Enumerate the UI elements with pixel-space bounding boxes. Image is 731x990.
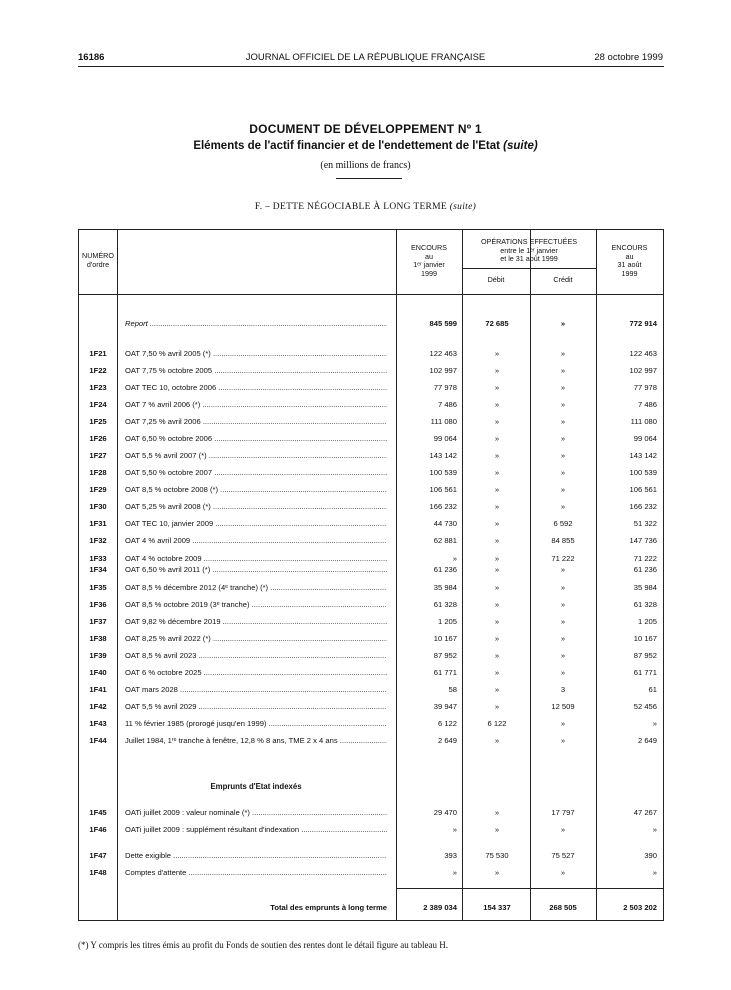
- report-credit: »: [560, 319, 566, 328]
- units-note: (en millions de francs): [320, 160, 411, 171]
- row-encours: 62 881: [433, 536, 457, 545]
- row-debit: »: [494, 685, 500, 694]
- row-debit: »: [494, 502, 500, 511]
- row-debit: »: [494, 808, 500, 817]
- subtitle-text: Eléments de l'actif financier et de l'endettement de l'Etat: [193, 140, 500, 152]
- row-encours: 143 142: [429, 451, 457, 460]
- total-encours: 2 389 034: [423, 903, 457, 912]
- row-encours: 77 978: [433, 383, 457, 392]
- row-encours-fin: 51 322: [633, 519, 657, 528]
- header-line: au: [425, 251, 433, 261]
- row-encours-fin: 61 328: [633, 600, 657, 609]
- row-encours: 7 486: [437, 400, 457, 409]
- header-numero: [79, 252, 117, 269]
- row-debit: 75 530: [485, 851, 509, 860]
- table-row: [79, 467, 665, 479]
- header-bottom-rule: [79, 294, 663, 295]
- row-debit: »: [494, 451, 500, 460]
- title-rule: [336, 178, 402, 179]
- operations-rule: [462, 268, 596, 269]
- table-row: [79, 501, 665, 513]
- row-number: 1F40: [89, 668, 107, 677]
- row-encours-fin: »: [652, 868, 657, 877]
- table-row: [79, 582, 665, 594]
- section-title: [0, 202, 731, 212]
- section-text: F. – DETTE NÉGOCIABLE À LONG TERME: [254, 202, 448, 212]
- row-encours: 102 997: [429, 366, 457, 375]
- row-label: OAT 7 % avril 2006 (*) .....: [125, 399, 387, 411]
- row-encours-fin: 100 539: [629, 468, 657, 477]
- report-row: [79, 318, 665, 330]
- row-debit: »: [494, 668, 500, 677]
- debt-table: [78, 229, 664, 921]
- row-number: 1F21: [89, 349, 107, 358]
- row-number: 1F31: [89, 519, 107, 528]
- row-encours: 35 984: [433, 583, 457, 592]
- row-number: 1F24: [89, 400, 107, 409]
- row-encours-fin: 143 142: [629, 451, 657, 460]
- row-label: OAT 5,5 % avril 2029 .....: [125, 701, 387, 713]
- row-credit: »: [560, 502, 566, 511]
- row-number: 1F46: [89, 825, 107, 834]
- total-rule: [396, 888, 663, 889]
- row-label: Comptes d'attente .....: [125, 867, 387, 879]
- row-encours: 1 205: [437, 617, 457, 626]
- row-credit: »: [560, 651, 566, 660]
- row-number: 1F22: [89, 366, 107, 375]
- total-row: [79, 902, 665, 914]
- row-encours-fin: 122 463: [629, 349, 657, 358]
- total-credit: 268 505: [549, 903, 577, 912]
- row-label: Juillet 1984, 1ʳᵉ tranche à fenêtre, 12,8 % 8 ans, TME 2 x 4 ans .....: [125, 735, 387, 747]
- row-credit: »: [560, 868, 566, 877]
- row-number: 1F44: [89, 736, 107, 745]
- row-debit: »: [494, 868, 500, 877]
- row-number: 1F25: [89, 417, 107, 426]
- row-encours: 100 539: [429, 468, 457, 477]
- row-label: OATi juillet 2009 : valeur nominale (*) .....: [125, 807, 387, 819]
- document-subtitle: [0, 140, 731, 152]
- row-label: OAT 8,25 % avril 2022 (*) .....: [125, 633, 387, 645]
- row-encours: 10 167: [433, 634, 457, 643]
- row-label: OAT 5,25 % avril 2008 (*) .....: [125, 501, 387, 513]
- row-debit: »: [494, 366, 500, 375]
- row-label: OAT 6 % octobre 2025 .....: [125, 667, 387, 679]
- row-number: 1F43: [89, 719, 107, 728]
- header-line: ENCOURS: [611, 243, 648, 252]
- row-number: 1F27: [89, 451, 107, 460]
- row-encours: 61 328: [433, 600, 457, 609]
- row-encours: 58: [448, 685, 457, 694]
- row-label: OAT 8,5 % décembre 2012 (4ᵉ tranche) (*) .....: [125, 582, 387, 594]
- row-encours: 29 470: [433, 808, 457, 817]
- row-debit: »: [494, 383, 500, 392]
- row-encours: 111 080: [430, 417, 457, 426]
- header-line: NUMÉRO: [82, 251, 114, 260]
- table-row: [79, 416, 665, 428]
- table-row: [79, 399, 665, 411]
- row-encours-fin: 52 456: [633, 702, 657, 711]
- row-encours-fin: 61 236: [633, 565, 657, 574]
- row-credit: »: [560, 736, 566, 745]
- table-row: [79, 667, 665, 679]
- row-encours: 99 064: [433, 434, 457, 443]
- row-debit: »: [494, 554, 500, 563]
- row-encours: 87 952: [433, 651, 457, 660]
- page-number: 16186: [78, 52, 105, 63]
- row-credit: »: [560, 485, 566, 494]
- row-label: OAT TEC 10, janvier 2009 .....: [125, 518, 387, 530]
- footnote: (*) Y compris les titres émis au profit du Fonds de soutien des rentes dont le détail figure au tableau H.: [78, 940, 448, 950]
- row-number: 1F28: [89, 468, 107, 477]
- row-encours-fin: 166 232: [629, 502, 657, 511]
- row-number: 1F30: [89, 502, 107, 511]
- row-credit: 71 222: [551, 554, 575, 563]
- row-encours: 106 561: [429, 485, 457, 494]
- header-line: entre le 1ᵉʳ janvier: [500, 245, 558, 255]
- row-number: 1F33: [89, 554, 107, 563]
- header-line: 1999: [621, 268, 638, 278]
- row-number: 1F42: [89, 702, 107, 711]
- row-number: 1F41: [89, 685, 107, 694]
- header-line: OPÉRATIONS EFFECTUÉES: [480, 237, 578, 246]
- row-encours-fin: 61 771: [633, 668, 657, 677]
- row-credit: »: [560, 417, 566, 426]
- table-row: [79, 518, 665, 530]
- row-credit: 75 527: [551, 851, 575, 860]
- publication-date: 28 octobre 1999: [594, 52, 663, 63]
- row-encours-fin: »: [652, 825, 657, 834]
- row-number: 1F48: [89, 868, 107, 877]
- table-row: [79, 450, 665, 462]
- journal-title: JOURNAL OFFICIEL DE LA RÉPUBLIQUE FRANÇAISE: [245, 52, 486, 63]
- row-credit: 3: [560, 685, 566, 694]
- table-row: [79, 807, 665, 819]
- row-encours-fin: 77 978: [633, 383, 657, 392]
- row-credit: »: [560, 468, 566, 477]
- table-row: [79, 348, 665, 360]
- row-encours: »: [452, 554, 457, 563]
- table-row: [79, 535, 665, 547]
- header-line: d'ordre: [86, 259, 110, 269]
- row-encours: »: [452, 868, 457, 877]
- row-credit: »: [560, 565, 566, 574]
- row-number: 1F37: [89, 617, 107, 626]
- table-row: [79, 484, 665, 496]
- row-credit: 84 855: [551, 536, 575, 545]
- table-row: [79, 633, 665, 645]
- row-debit: »: [494, 519, 500, 528]
- table-row: [79, 684, 665, 696]
- row-credit: »: [560, 719, 566, 728]
- row-debit: »: [494, 485, 500, 494]
- header-encours-fin: [596, 244, 663, 278]
- row-encours-fin: 147 736: [629, 536, 657, 545]
- header-line: 1999: [421, 268, 437, 278]
- row-number: 1F39: [89, 651, 107, 660]
- row-credit: »: [560, 349, 566, 358]
- row-debit: »: [494, 400, 500, 409]
- row-label: OAT 5,50 % octobre 2007 .....: [125, 467, 387, 479]
- row-encours: 2 649: [437, 736, 457, 745]
- header-rule: [78, 66, 664, 67]
- row-debit: »: [494, 600, 500, 609]
- row-encours: 393: [444, 851, 457, 860]
- row-debit: »: [494, 434, 500, 443]
- row-encours-fin: »: [652, 719, 657, 728]
- row-credit: »: [560, 434, 566, 443]
- row-encours: 61 236: [433, 565, 457, 574]
- row-encours: 166 232: [429, 502, 457, 511]
- table-row: [79, 433, 665, 445]
- row-label: OAT TEC 10, octobre 2006 .....: [125, 382, 387, 394]
- row-debit: »: [494, 565, 500, 574]
- row-label: OAT 5,5 % avril 2007 (*) .....: [125, 450, 387, 462]
- table-row: [79, 824, 665, 836]
- row-number: 1F23: [89, 383, 107, 392]
- row-label: OAT 8,5 % avril 2023 .....: [125, 650, 387, 662]
- table-row: [79, 564, 665, 576]
- row-credit: 12 509: [551, 702, 575, 711]
- row-encours-fin: 7 486: [637, 400, 657, 409]
- row-label: OAT 4 % octobre 2009 .....: [125, 553, 387, 565]
- table-row: [79, 382, 665, 394]
- row-credit: »: [560, 366, 566, 375]
- table-row: [79, 599, 665, 611]
- row-number: 1F47: [89, 851, 107, 860]
- row-encours-fin: 35 984: [633, 583, 657, 592]
- row-debit: »: [494, 536, 500, 545]
- row-number: 1F45: [89, 808, 107, 817]
- row-credit: »: [560, 668, 566, 677]
- row-credit: »: [560, 617, 566, 626]
- row-label: OAT 6,50 % avril 2011 (*) .....: [125, 564, 387, 576]
- row-number: 1F34: [89, 565, 107, 574]
- table-row: [79, 867, 665, 879]
- table-row: [79, 718, 665, 730]
- row-number: 1F38: [89, 634, 107, 643]
- row-credit: »: [560, 600, 566, 609]
- row-encours-fin: 102 997: [629, 366, 657, 375]
- row-encours-fin: 10 167: [633, 634, 657, 643]
- row-encours-fin: 390: [644, 851, 657, 860]
- row-label: OAT 9,82 % décembre 2019 .....: [125, 616, 387, 628]
- row-debit: »: [494, 736, 500, 745]
- header-operations: [462, 238, 596, 264]
- row-credit: 6 592: [553, 519, 573, 528]
- report-fin: 772 914: [629, 319, 657, 328]
- row-label: 11 % février 1985 (prorogé jusqu'en 1999) .....: [125, 718, 387, 730]
- row-encours: 44 730: [433, 519, 457, 528]
- indexed-section-title: Emprunts d'Etat indexés: [210, 782, 302, 791]
- row-encours-fin: 99 064: [633, 434, 657, 443]
- row-encours-fin: 1 205: [637, 617, 657, 626]
- row-debit: »: [494, 583, 500, 592]
- row-label: OAT mars 2028 .....: [125, 684, 387, 696]
- row-debit: »: [494, 634, 500, 643]
- row-encours-fin: 47 267: [633, 808, 657, 817]
- row-debit: »: [494, 349, 500, 358]
- row-label: OAT 6,50 % octobre 2006 .....: [125, 433, 387, 445]
- header-line: 1ᵉʳ janvier: [413, 260, 445, 269]
- table-row: [79, 616, 665, 628]
- row-encours-fin: 61: [648, 685, 657, 694]
- header-encours-debut: [396, 244, 462, 278]
- row-number: 1F26: [89, 434, 107, 443]
- total-label: Total des emprunts à long terme: [270, 903, 387, 912]
- header-debit: Débit: [487, 275, 505, 284]
- header-line: et le 31 août 1999: [500, 254, 558, 263]
- header-credit: Crédit: [553, 275, 573, 284]
- row-credit: »: [560, 634, 566, 643]
- row-debit: »: [494, 417, 500, 426]
- row-credit: »: [560, 583, 566, 592]
- row-number: 1F32: [89, 536, 107, 545]
- row-credit: 17 797: [551, 808, 575, 817]
- subtitle-suffix: (suite): [503, 140, 538, 152]
- row-encours: »: [452, 825, 457, 834]
- row-label: OAT 7,75 % octobre 2005 .....: [125, 365, 387, 377]
- section-suffix: (suite): [449, 202, 477, 212]
- row-label: Dette exigible .....: [125, 850, 387, 862]
- row-label: OAT 8,5 % octobre 2019 (3ᵉ tranche) .....: [125, 599, 387, 611]
- row-encours: 122 463: [429, 349, 457, 358]
- report-debit: 72 685: [485, 319, 509, 328]
- row-encours: 6 122: [437, 719, 457, 728]
- row-encours: 61 771: [433, 668, 457, 677]
- row-credit: »: [560, 825, 566, 834]
- row-number: 1F36: [89, 600, 107, 609]
- table-row: [79, 850, 665, 862]
- row-number: 1F35: [89, 583, 107, 592]
- header-line: au: [625, 251, 634, 261]
- row-encours: 39 947: [433, 702, 457, 711]
- row-label: OAT 4 % avril 2009 .....: [125, 535, 387, 547]
- table-row: [79, 650, 665, 662]
- row-debit: »: [494, 468, 500, 477]
- row-encours-fin: 2 649: [637, 736, 657, 745]
- table-row: [79, 735, 665, 747]
- row-encours-fin: 71 222: [633, 554, 657, 563]
- row-credit: »: [560, 451, 566, 460]
- row-credit: »: [560, 400, 566, 409]
- row-label: OAT 8,5 % octobre 2008 (*) .....: [125, 484, 387, 496]
- table-row: [79, 701, 665, 713]
- row-debit: »: [494, 651, 500, 660]
- row-credit: »: [560, 383, 566, 392]
- row-label: OAT 7,25 % avril 2006 .....: [125, 416, 387, 428]
- row-encours-fin: 106 561: [629, 485, 657, 494]
- row-debit: »: [494, 702, 500, 711]
- header-line: 31 août: [617, 260, 642, 269]
- table-row: [79, 365, 665, 377]
- document-title: DOCUMENT DE DÉVELOPPEMENT Nº 1: [249, 122, 482, 136]
- row-encours-fin: 111 080: [630, 417, 657, 426]
- header-line: ENCOURS: [411, 243, 447, 252]
- row-label: OATi juillet 2009 : supplément résultant d'indexation .....: [125, 824, 387, 836]
- total-debit: 154 337: [483, 903, 511, 912]
- report-label: Report .....: [125, 318, 387, 330]
- row-debit: »: [494, 617, 500, 626]
- row-encours-fin: 87 952: [633, 651, 657, 660]
- row-label: OAT 7,50 % avril 2005 (*) .....: [125, 348, 387, 360]
- row-debit: 6 122: [487, 719, 507, 728]
- total-fin: 2 503 202: [623, 903, 657, 912]
- row-debit: »: [494, 825, 500, 834]
- row-number: 1F29: [89, 485, 107, 494]
- report-encours: 845 599: [429, 319, 457, 328]
